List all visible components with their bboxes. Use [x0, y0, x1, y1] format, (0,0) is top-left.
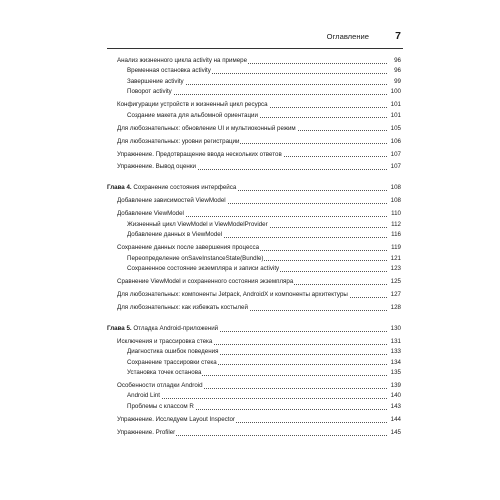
- toc-entry[interactable]: [107, 124, 401, 134]
- toc-entry-title: Упражнение. Profiler: [117, 428, 176, 438]
- toc-entry-page: 108: [390, 183, 401, 193]
- toc-entry[interactable]: [107, 368, 401, 378]
- toc-entry-page: 125: [390, 277, 401, 287]
- toc-entry-title: Упражнение. Исследуем Layout Inspector: [117, 415, 236, 425]
- toc-entry[interactable]: [107, 277, 401, 287]
- table-of-contents: [107, 56, 401, 441]
- toc-entry[interactable]: [107, 415, 401, 425]
- toc-entry[interactable]: [107, 111, 401, 121]
- toc-entry-title: Сохраненное состояние экземпляра и записи activity: [127, 264, 280, 274]
- toc-entry[interactable]: [107, 290, 401, 300]
- toc-entry-page: 101: [390, 111, 401, 121]
- toc-entry[interactable]: [107, 100, 401, 110]
- toc-entry[interactable]: [107, 196, 401, 206]
- toc-entry-page: 140: [390, 391, 401, 401]
- toc-entry[interactable]: [107, 402, 401, 412]
- toc-entry-title: Упражнение. Предотвращение ввода нескольких ответов: [117, 150, 283, 160]
- toc-entry-title: Анализ жизненного цикла activity на примере: [117, 56, 248, 66]
- toc-entry-title: Создание макета для альбомной ориентации: [127, 111, 259, 121]
- toc-entry[interactable]: [107, 230, 401, 240]
- toc-entry-page: 105: [390, 124, 401, 134]
- toc-entry-page: 108: [390, 196, 401, 206]
- toc-entry-title: Добавление ViewModel: [117, 209, 185, 219]
- toc-chapter-entry[interactable]: [107, 324, 401, 334]
- toc-entry-page: 110: [390, 209, 401, 219]
- toc-entry[interactable]: [107, 220, 401, 230]
- toc-entry-page: 112: [390, 220, 401, 230]
- toc-entry-title: Android Lint: [127, 391, 161, 401]
- toc-entry-title: Установка точек останова: [127, 368, 202, 378]
- toc-entry[interactable]: [107, 347, 401, 357]
- toc-entry-page: 145: [390, 428, 401, 438]
- toc-entry[interactable]: [107, 56, 401, 66]
- toc-entry[interactable]: [107, 254, 401, 264]
- toc-entry[interactable]: [107, 209, 401, 219]
- header-rule: [107, 48, 403, 49]
- toc-entry-title: Поворот activity: [127, 87, 173, 97]
- toc-entry-title: Завершение activity: [127, 77, 185, 87]
- toc-entry-title: Для любознательных: обновление UI и мультиоконный режим: [117, 124, 297, 134]
- toc-entry[interactable]: [107, 77, 401, 87]
- toc-entry[interactable]: [107, 243, 401, 253]
- toc-entry-page: 106: [390, 137, 401, 147]
- toc-entry-title: Глава 4. Сохранение состояния интерфейса: [107, 183, 237, 193]
- toc-entry-page: 116: [390, 230, 401, 240]
- toc-entry-title: Добавление зависимостей ViewModel: [117, 196, 227, 206]
- toc-entry-title: Переопределение onSaveInstanceState(Bundle): [127, 254, 264, 264]
- toc-entry-page: 144: [390, 415, 401, 425]
- toc-entry-page: 133: [390, 347, 401, 357]
- toc-entry[interactable]: [107, 337, 401, 347]
- toc-chapter-entry[interactable]: [107, 183, 401, 193]
- toc-entry[interactable]: [107, 162, 401, 172]
- toc-entry-page: 100: [390, 87, 401, 97]
- page-number: 7: [395, 30, 401, 42]
- toc-entry[interactable]: [107, 150, 401, 160]
- toc-entry-title: Добавление данных в ViewModel: [127, 230, 223, 240]
- toc-entry-page: 131: [390, 337, 401, 347]
- chapter-spacer: [107, 316, 401, 324]
- toc-entry-page: 134: [390, 358, 401, 368]
- group-spacer: [107, 438, 401, 441]
- toc-entry-title: Конфигурации устройств и жизненный цикл ресурса: [117, 100, 269, 110]
- toc-entry-title: Глава 5. Отладка Android-приложений: [107, 324, 219, 334]
- toc-entry-page: 121: [390, 254, 401, 264]
- toc-entry-title: Сохранение данных после завершения процесса: [117, 243, 260, 253]
- toc-entry-page: 96: [393, 66, 401, 76]
- toc-entry[interactable]: [107, 137, 401, 147]
- toc-entry-title: Сохранение трассировки стека: [127, 358, 218, 368]
- toc-entry-title: Проблемы с классом R: [127, 402, 195, 412]
- chapter-spacer: [107, 175, 401, 183]
- toc-entry[interactable]: [107, 303, 401, 313]
- toc-entry-page: 107: [390, 162, 401, 172]
- toc-entry-page: 107: [390, 150, 401, 160]
- chapter-label: Глава 4.: [107, 184, 132, 192]
- toc-entry-page: 135: [390, 368, 401, 378]
- toc-entry-page: 127: [390, 290, 401, 300]
- toc-entry-page: 123: [390, 264, 401, 274]
- leader-dots: [127, 398, 387, 399]
- toc-entry[interactable]: [107, 381, 401, 391]
- toc-entry[interactable]: [107, 358, 401, 368]
- toc-entry-title: Диагностика ошибок поведения: [127, 347, 219, 357]
- toc-entry-title: Исключения и трассировка стека: [117, 337, 213, 347]
- toc-entry[interactable]: [107, 391, 401, 401]
- toc-entry-title: Временная остановка activity: [127, 66, 212, 76]
- toc-entry-page: 96: [393, 56, 401, 66]
- toc-entry[interactable]: [107, 87, 401, 97]
- toc-entry-title: Для любознательных: уровни регистрации: [117, 137, 240, 147]
- toc-entry-title: Для любознательных: как избежать костылей: [117, 303, 249, 313]
- toc-entry-page: 143: [390, 402, 401, 412]
- toc-entry-page: 139: [390, 381, 401, 391]
- running-header-title: Оглавление: [326, 32, 369, 41]
- toc-entry-page: 128: [390, 303, 401, 313]
- toc-entry-title: Жизненный цикл ViewModel и ViewModelProvider: [127, 220, 269, 230]
- toc-entry-page: 101: [390, 100, 401, 110]
- toc-entry-title: Для любознательных: компоненты Jetpack, AndroidX и компоненты архитектуры: [117, 290, 349, 300]
- page-header: [107, 30, 403, 48]
- toc-entry-page: 99: [393, 77, 401, 87]
- toc-entry[interactable]: [107, 66, 401, 76]
- toc-entry-page: 130: [390, 324, 401, 334]
- toc-entry[interactable]: [107, 264, 401, 274]
- toc-entry-page: 119: [390, 243, 401, 253]
- chapter-label: Глава 5.: [107, 324, 132, 332]
- toc-entry[interactable]: [107, 428, 401, 438]
- toc-entry-title: Упражнение. Вывод оценки: [117, 162, 197, 172]
- toc-entry-title: Сравнение ViewModel и сохраненного состояния экземпляра: [117, 277, 294, 287]
- toc-entry-title: Особенности отладки Android: [117, 381, 204, 391]
